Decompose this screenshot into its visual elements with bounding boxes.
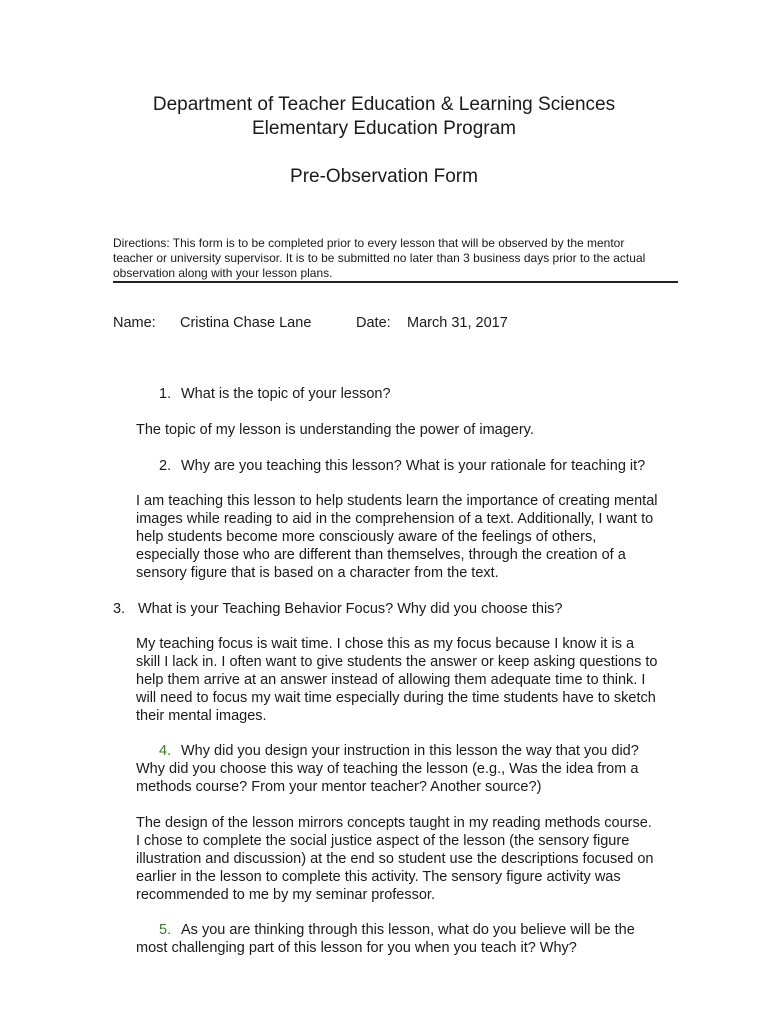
- question-number: 3.: [113, 601, 126, 617]
- directions-line: teacher or university supervisor. It is to be submitted no later than 3 business days prior to the actual: [113, 251, 646, 265]
- question-text: Why are you teaching this lesson? What is your rationale for teaching it?: [181, 458, 646, 474]
- answer-text: help them arrive at an answer instead of allowing them adequate time to think. I: [136, 672, 646, 688]
- date-value: March 31, 2017: [407, 315, 508, 331]
- question-text: Why did you choose this way of teaching the lesson (e.g., Was the idea from a: [136, 761, 639, 777]
- form-title: Pre-Observation Form: [290, 166, 478, 187]
- answer-text: illustration and discussion) at the end so student use the descriptions focused on: [136, 851, 654, 867]
- answer-text: recommended to me by my seminar professor.: [136, 887, 435, 903]
- answer-text: help students become more consciously aware of the feelings of others,: [136, 529, 597, 545]
- program-title: Elementary Education Program: [251, 118, 516, 139]
- question-text: Why did you design your instruction in this lesson the way that you did?: [181, 743, 639, 759]
- question-text: As you are thinking through this lesson, what do you believe will be the: [181, 922, 635, 938]
- name-label: Name:: [113, 315, 156, 331]
- directions-line: Directions: This form is to be completed prior to every lesson that will be observed by the mentor: [113, 236, 625, 250]
- answer-text: earlier in the lesson to complete this activity. The sensory figure activity was: [136, 869, 621, 885]
- question-text: methods course? From your mentor teacher? Another source?): [136, 779, 542, 795]
- directions-line: observation along with your lesson plans.: [113, 266, 333, 280]
- question-number: 2.: [159, 458, 172, 474]
- answer-text: I am teaching this lesson to help students learn the importance of creating mental: [136, 493, 658, 509]
- question-text: What is the topic of your lesson?: [181, 386, 391, 402]
- answer-text: images while reading to aid in the comprehension of a text. Additionally, I want to: [136, 511, 654, 527]
- question-text: What is your Teaching Behavior Focus? Why did you choose this?: [138, 601, 563, 617]
- question-number: 4.: [159, 743, 172, 759]
- answer-text: their mental images.: [136, 708, 267, 724]
- answer-text: skill I lack in. I often want to give students the answer or keep asking questions to: [136, 654, 658, 670]
- department-title: Department of Teacher Education & Learning Sciences: [152, 94, 616, 115]
- date-label: Date:: [356, 315, 391, 331]
- answer-text: especially those who are different than themselves, through the creation of a: [136, 547, 626, 563]
- answer-text: I chose to complete the social justice aspect of the lesson (the sensory figure: [136, 833, 630, 849]
- name-value: Cristina Chase Lane: [180, 315, 312, 331]
- answer-text: The topic of my lesson is understanding the power of imagery.: [136, 422, 534, 438]
- question-number: 1.: [159, 386, 172, 402]
- question-number: 5.: [159, 922, 172, 938]
- answer-text: The design of the lesson mirrors concepts taught in my reading methods course.: [136, 815, 652, 831]
- question-text: most challenging part of this lesson for you when you teach it? Why?: [136, 940, 577, 956]
- answer-text: My teaching focus is wait time. I chose this as my focus because I know it is a: [136, 636, 635, 652]
- answer-text: will need to focus my wait time especially during the time students have to sketch: [136, 690, 656, 706]
- directions-divider: [113, 281, 678, 283]
- answer-text: sensory figure that is based on a character from the text.: [136, 565, 499, 581]
